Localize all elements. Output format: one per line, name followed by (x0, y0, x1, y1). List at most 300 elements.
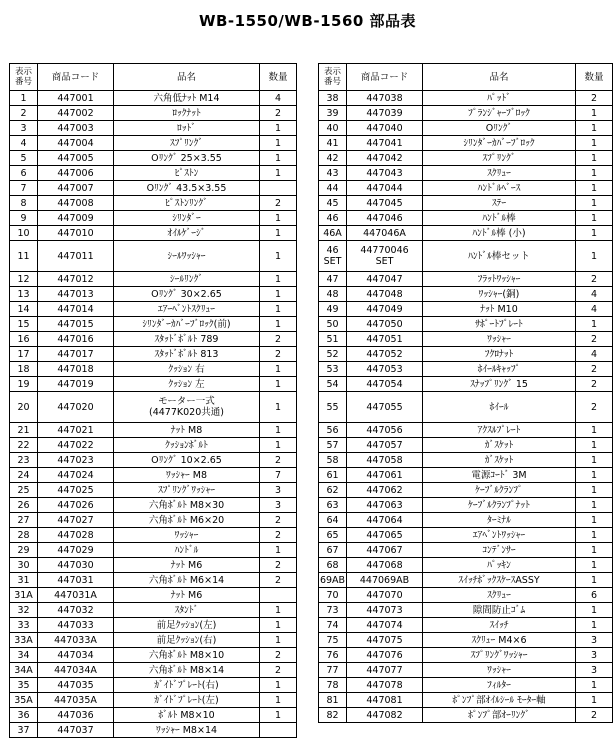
display-number-cell: 48 (319, 287, 347, 302)
display-number-cell: 58 (319, 453, 347, 468)
table-row (10, 151, 297, 166)
table-row (319, 136, 613, 151)
item-name-cell: ｽﾀﾝﾄﾞ (114, 603, 260, 618)
display-number-cell: 17 (10, 347, 38, 362)
display-number-cell: 31A (10, 588, 38, 603)
display-number-cell: 35 (10, 678, 38, 693)
quantity-cell: 2 (260, 528, 297, 543)
table-row (10, 468, 297, 483)
display-number-cell: 73 (319, 603, 347, 618)
quantity-cell: 1 (576, 241, 613, 272)
product-code-cell: 447006 (38, 166, 114, 181)
table-row (10, 302, 297, 317)
item-name-cell: ﾅｯﾄ M6 (114, 558, 260, 573)
item-name-cell: Oﾘﾝｸﾞ 10×2.65 (114, 453, 260, 468)
product-code-cell: 447082 (347, 708, 423, 723)
item-name-cell: ﾊﾟｯｷﾝ (423, 558, 576, 573)
product-code-cell: 447015 (38, 317, 114, 332)
display-number-cell: 20 (10, 392, 38, 423)
quantity-cell: 2 (576, 377, 613, 392)
item-name-cell: ﾛｯﾄﾞ (114, 121, 260, 136)
product-code-cell: 447063 (347, 498, 423, 513)
quantity-cell: 1 (576, 513, 613, 528)
table-row (10, 347, 297, 362)
product-code-cell: 447040 (347, 121, 423, 136)
product-code-cell: 447009 (38, 211, 114, 226)
table-row (319, 272, 613, 287)
display-number-cell: 7 (10, 181, 38, 196)
item-name-cell: ｽﾌﾟﾘﾝｸﾞﾜｯｼｬｰ (423, 648, 576, 663)
quantity-cell: 2 (576, 362, 613, 377)
item-name-cell: ｼｰﾙﾘﾝｸﾞ (114, 272, 260, 287)
item-name-cell: ﾎｲｰﾙｷｬｯﾌﾟ (423, 362, 576, 377)
table-row (319, 468, 613, 483)
quantity-cell: 1 (576, 618, 613, 633)
item-name-cell: ﾋﾟｽﾄﾝ (114, 166, 260, 181)
product-code-cell: 447013 (38, 287, 114, 302)
product-code-cell: 447081 (347, 693, 423, 708)
quantity-cell: 1 (576, 317, 613, 332)
quantity-cell: 1 (576, 543, 613, 558)
table-row (319, 708, 613, 723)
product-code-cell: 447008 (38, 196, 114, 211)
table-row (319, 543, 613, 558)
display-number-cell: 74 (319, 618, 347, 633)
header-quantity: 数量 (260, 64, 297, 91)
product-code-cell: 44770046 SET (347, 241, 423, 272)
product-code-cell: 447014 (38, 302, 114, 317)
table-row (319, 678, 613, 693)
item-name-cell: ｽｸﾘｭｰ (423, 166, 576, 181)
table-row (319, 648, 613, 663)
quantity-cell (260, 588, 297, 603)
quantity-cell: 1 (260, 302, 297, 317)
product-code-cell: 447034 (38, 648, 114, 663)
item-name-cell: ｽﾀｯﾄﾞﾎﾞﾙﾄ 813 (114, 347, 260, 362)
quantity-cell: 1 (260, 618, 297, 633)
item-name-cell: ﾛｯｸﾅｯﾄ (114, 106, 260, 121)
display-number-cell: 31 (10, 573, 38, 588)
item-name-cell: ﾅｯﾄ M10 (423, 302, 576, 317)
header-display-number: 表示 番号 (319, 64, 347, 91)
table-row (10, 317, 297, 332)
product-code-cell: 447073 (347, 603, 423, 618)
display-number-cell: 52 (319, 347, 347, 362)
display-number-cell: 63 (319, 498, 347, 513)
item-name-cell: ﾌﾟﾗﾝｼﾞｬｰﾌﾞﾛｯｸ (423, 106, 576, 121)
product-code-cell: 447053 (347, 362, 423, 377)
product-code-cell: 447069AB (347, 573, 423, 588)
display-number-cell: 10 (10, 226, 38, 241)
display-number-cell: 65 (319, 528, 347, 543)
product-code-cell: 447031A (38, 588, 114, 603)
display-number-cell: 76 (319, 648, 347, 663)
quantity-cell: 2 (260, 558, 297, 573)
product-code-cell: 447035 (38, 678, 114, 693)
parts-table-left (9, 63, 297, 738)
item-name-cell: ｽｸﾘｭｰ M4×6 (423, 633, 576, 648)
product-code-cell: 447012 (38, 272, 114, 287)
item-name-cell: 電源ｺｰﾄﾞ 3M (423, 468, 576, 483)
table-row (10, 708, 297, 723)
product-code-cell: 447027 (38, 513, 114, 528)
quantity-cell: 1 (260, 708, 297, 723)
product-code-cell: 447032 (38, 603, 114, 618)
display-number-cell: 24 (10, 468, 38, 483)
product-code-cell: 447026 (38, 498, 114, 513)
table-row (319, 618, 613, 633)
quantity-cell: 1 (576, 678, 613, 693)
quantity-cell: 1 (576, 166, 613, 181)
table-row (319, 91, 613, 106)
header-item-name: 品名 (114, 64, 260, 91)
display-number-cell: 46 SET (319, 241, 347, 272)
item-name-cell: ｵｲﾙｹﾞｰｼﾞ (114, 226, 260, 241)
table-row (319, 106, 613, 121)
display-number-cell: 47 (319, 272, 347, 287)
quantity-cell: 1 (576, 136, 613, 151)
product-code-cell: 447011 (38, 241, 114, 272)
display-number-cell: 54 (319, 377, 347, 392)
table-row (319, 302, 613, 317)
table-row (319, 392, 613, 423)
product-code-cell: 447028 (38, 528, 114, 543)
display-number-cell: 23 (10, 453, 38, 468)
table-row (319, 151, 613, 166)
item-name-cell: ｽﾌﾟﾘﾝｸﾞ (423, 151, 576, 166)
table-row (10, 648, 297, 663)
quantity-cell: 2 (576, 272, 613, 287)
table-header-row (319, 64, 613, 91)
table-row (319, 332, 613, 347)
quantity-cell: 1 (576, 181, 613, 196)
table-row (10, 633, 297, 648)
item-name-cell: ｼﾘﾝﾀﾞｰ (114, 211, 260, 226)
table-row (319, 513, 613, 528)
item-name-cell: ｱｸｽﾙﾌﾟﾚｰﾄ (423, 423, 576, 438)
item-name-cell: ﾜｯｼｬｰ (114, 528, 260, 543)
display-number-cell: 55 (319, 392, 347, 423)
product-code-cell: 447055 (347, 392, 423, 423)
quantity-cell: 3 (576, 663, 613, 678)
quantity-cell: 1 (576, 151, 613, 166)
product-code-cell: 447058 (347, 453, 423, 468)
quantity-cell: 1 (576, 211, 613, 226)
item-name-cell: ｽﾌﾟﾘﾝｸﾞ (114, 136, 260, 151)
quantity-cell: 1 (576, 558, 613, 573)
table-row (10, 558, 297, 573)
display-number-cell: 44 (319, 181, 347, 196)
table-row (10, 723, 297, 738)
display-number-cell: 33 (10, 618, 38, 633)
product-code-cell: 447041 (347, 136, 423, 151)
item-name-cell: ｽﾃｰ (423, 196, 576, 211)
product-code-cell: 447023 (38, 453, 114, 468)
product-code-cell: 447078 (347, 678, 423, 693)
quantity-cell: 1 (576, 423, 613, 438)
item-name-cell: ﾎｲｰﾙ (423, 392, 576, 423)
product-code-cell: 447034A (38, 663, 114, 678)
display-number-cell: 36 (10, 708, 38, 723)
quantity-cell: 4 (576, 347, 613, 362)
item-name-cell: ﾎﾞﾙﾄ M8×10 (114, 708, 260, 723)
quantity-cell: 1 (576, 573, 613, 588)
product-code-cell: 447075 (347, 633, 423, 648)
table-row (319, 181, 613, 196)
quantity-cell: 1 (576, 468, 613, 483)
display-number-cell: 28 (10, 528, 38, 543)
header-product-code: 商品コード (38, 64, 114, 91)
table-row (319, 362, 613, 377)
product-code-cell: 447010 (38, 226, 114, 241)
table-row (10, 483, 297, 498)
table-row (10, 136, 297, 151)
quantity-cell: 3 (576, 648, 613, 663)
header-item-name: 品名 (423, 64, 576, 91)
display-number-cell: 61 (319, 468, 347, 483)
quantity-cell: 2 (260, 453, 297, 468)
quantity-cell: 1 (576, 226, 613, 241)
table-row (319, 211, 613, 226)
product-code-cell: 447046 (347, 211, 423, 226)
quantity-cell: 2 (576, 332, 613, 347)
quantity-cell: 1 (260, 226, 297, 241)
product-code-cell: 447004 (38, 136, 114, 151)
table-row (10, 423, 297, 438)
display-number-cell: 75 (319, 633, 347, 648)
table-row (10, 543, 297, 558)
product-code-cell: 447037 (38, 723, 114, 738)
product-code-cell: 447005 (38, 151, 114, 166)
item-name-cell: ｽｲｯﾁ (423, 618, 576, 633)
item-name-cell: ｶﾞｽｹｯﾄ (423, 438, 576, 453)
product-code-cell: 447003 (38, 121, 114, 136)
product-code-cell: 447025 (38, 483, 114, 498)
item-name-cell: ｸｯｼｮﾝ 左 (114, 377, 260, 392)
display-number-cell: 16 (10, 332, 38, 347)
display-number-cell: 69AB (319, 574, 346, 586)
item-name-cell: ｴｱｰﾍﾞﾝﾄｽｸﾘｭｰ (114, 302, 260, 317)
table-row (319, 226, 613, 241)
item-name-cell: ﾀｰﾐﾅﾙ (423, 513, 576, 528)
product-code-cell: 447033 (38, 618, 114, 633)
product-code-cell: 447042 (347, 151, 423, 166)
quantity-cell: 4 (260, 91, 297, 106)
display-number-cell: 49 (319, 302, 347, 317)
quantity-cell: 3 (260, 483, 297, 498)
quantity-cell: 2 (260, 196, 297, 211)
table-row (10, 287, 297, 302)
display-number-cell: 53 (319, 362, 347, 377)
product-code-cell: 447052 (347, 347, 423, 362)
display-number-cell: 56 (319, 423, 347, 438)
display-number-cell: 22 (10, 438, 38, 453)
display-number-cell: 50 (319, 317, 347, 332)
quantity-cell: 1 (260, 241, 297, 272)
product-code-cell: 447049 (347, 302, 423, 317)
display-number-cell: 40 (319, 121, 347, 136)
quantity-cell: 1 (576, 693, 613, 708)
table-row (10, 663, 297, 678)
display-number-cell: 46 (319, 211, 347, 226)
item-name-cell: ｸｯｼｮﾝﾎﾞﾙﾄ (114, 438, 260, 453)
table-row (10, 226, 297, 241)
table-row (319, 483, 613, 498)
table-row (10, 618, 297, 633)
product-code-cell: 447047 (347, 272, 423, 287)
quantity-cell: 1 (260, 362, 297, 377)
table-row (10, 438, 297, 453)
product-code-cell: 447007 (38, 181, 114, 196)
table-row (10, 166, 297, 181)
product-code-cell: 447045 (347, 196, 423, 211)
item-name-cell: ｼﾘﾝﾀﾞｰｶﾊﾞｰﾌﾞﾛｯｸ(前) (114, 317, 260, 332)
product-code-cell: 447018 (38, 362, 114, 377)
quantity-cell: 1 (260, 211, 297, 226)
display-number-cell: 32 (10, 603, 38, 618)
table-row (319, 588, 613, 603)
parts-table-right (318, 63, 613, 723)
display-number-cell: 38 (319, 91, 347, 106)
quantity-cell: 2 (576, 392, 613, 423)
display-number-cell: 68 (319, 558, 347, 573)
display-number-cell: 37 (10, 723, 38, 738)
display-number-cell: 51 (319, 332, 347, 347)
item-name-cell: 六角低ﾅｯﾄ M14 (114, 91, 260, 106)
display-number-cell: 41 (319, 136, 347, 151)
product-code-cell: 447061 (347, 468, 423, 483)
product-code-cell: 447046A (347, 226, 423, 241)
product-code-cell: 447022 (38, 438, 114, 453)
table-row (319, 498, 613, 513)
item-name-cell: ﾜｯｼｬｰ (423, 663, 576, 678)
quantity-cell: 1 (260, 287, 297, 302)
table-row (10, 513, 297, 528)
product-code-cell: 447070 (347, 588, 423, 603)
item-name-cell: ﾅｯﾄ M6 (114, 588, 260, 603)
display-number-cell: 5 (10, 151, 38, 166)
product-code-cell: 447074 (347, 618, 423, 633)
quantity-cell: 1 (576, 483, 613, 498)
item-name-cell: 隙間防止ｺﾞﾑ (423, 603, 576, 618)
quantity-cell: 1 (260, 543, 297, 558)
quantity-cell: 3 (260, 498, 297, 513)
display-number-cell: 15 (10, 317, 38, 332)
item-name-cell: ﾊﾟｯﾄﾞ (423, 91, 576, 106)
product-code-cell: 447016 (38, 332, 114, 347)
table-row (319, 347, 613, 362)
display-number-cell: 34 (10, 648, 38, 663)
item-name-cell: ｼﾘﾝﾀﾞｰｶﾊﾞｰﾌﾞﾛｯｸ (423, 136, 576, 151)
product-code-cell: 447029 (38, 543, 114, 558)
display-number-cell: 64 (319, 513, 347, 528)
product-code-cell: 447036 (38, 708, 114, 723)
item-name-cell: ｽﾀｯﾄﾞﾎﾞﾙﾄ 789 (114, 332, 260, 347)
table-row (319, 287, 613, 302)
item-name-cell: 六角ﾎﾞﾙﾄ M8×30 (114, 498, 260, 513)
quantity-cell (260, 181, 297, 196)
product-code-cell: 447033A (38, 633, 114, 648)
display-number-cell: 70 (319, 588, 347, 603)
quantity-cell: 2 (576, 91, 613, 106)
product-code-cell: 447062 (347, 483, 423, 498)
table-row (319, 603, 613, 618)
display-number-cell: 43 (319, 166, 347, 181)
display-number-cell: 81 (319, 693, 347, 708)
item-name-cell: ｴｱﾍﾞﾝﾄﾜｯｼｬｰ (423, 528, 576, 543)
quantity-cell: 2 (260, 106, 297, 121)
display-number-cell: 77 (319, 663, 347, 678)
table-row (319, 196, 613, 211)
quantity-cell: 3 (576, 633, 613, 648)
product-code-cell: 447077 (347, 663, 423, 678)
item-name-cell: Oﾘﾝｸﾞ (423, 121, 576, 136)
quantity-cell: 1 (260, 603, 297, 618)
display-number-cell: 19 (10, 377, 38, 392)
table-row (10, 106, 297, 121)
display-number-cell: 42 (319, 151, 347, 166)
table-row (10, 678, 297, 693)
item-name-cell: 前足ｸｯｼｮﾝ(左) (114, 618, 260, 633)
quantity-cell: 1 (260, 151, 297, 166)
item-name-cell: ﾊﾝﾄﾞﾙ棒セット (423, 241, 576, 272)
display-number-cell: 78 (319, 678, 347, 693)
item-name-cell: ﾋﾟｽﾄﾝﾘﾝｸﾞ (114, 196, 260, 211)
quantity-cell: 1 (260, 121, 297, 136)
table-row (10, 693, 297, 708)
item-name-cell: ﾊﾝﾄﾞﾙ棒 (小) (423, 226, 576, 241)
product-code-cell: 447024 (38, 468, 114, 483)
display-number-cell: 33A (10, 633, 38, 648)
item-name-cell: ﾜｯｼｬｰ M8 (114, 468, 260, 483)
quantity-cell: 1 (576, 528, 613, 543)
table-row (319, 573, 613, 588)
item-name-cell: Oﾘﾝｸﾞ 30×2.65 (114, 287, 260, 302)
product-code-cell: 447021 (38, 423, 114, 438)
product-code-cell: 447035A (38, 693, 114, 708)
header-quantity: 数量 (576, 64, 613, 91)
display-number-cell: 8 (10, 196, 38, 211)
product-code-cell: 447048 (347, 287, 423, 302)
table-row (10, 181, 297, 196)
table-row (319, 241, 613, 272)
product-code-cell: 447043 (347, 166, 423, 181)
product-code-cell: 447065 (347, 528, 423, 543)
quantity-cell: 4 (576, 287, 613, 302)
display-number-cell: 13 (10, 287, 38, 302)
table-row (319, 377, 613, 392)
display-number-cell: 9 (10, 211, 38, 226)
header-product-code: 商品コード (347, 64, 423, 91)
product-code-cell: 447002 (38, 106, 114, 121)
table-row (10, 241, 297, 272)
table-row (319, 633, 613, 648)
header-display-number: 表示 番号 (10, 64, 38, 91)
product-code-cell: 447076 (347, 648, 423, 663)
quantity-cell: 1 (260, 377, 297, 392)
quantity-cell: 1 (260, 438, 297, 453)
quantity-cell: 1 (260, 693, 297, 708)
table-header-row (10, 64, 297, 91)
table-row (10, 588, 297, 603)
table-row (319, 317, 613, 332)
product-code-cell: 447051 (347, 332, 423, 347)
quantity-cell: 1 (576, 196, 613, 211)
table-row (10, 211, 297, 226)
item-name-cell: ﾎﾟﾝﾌﾟ部ｵｲﾙｼｰﾙ ﾓｰﾀｰ軸 (423, 693, 576, 708)
item-name-cell: ｼｰﾙﾜｯｼｬｰ (114, 241, 260, 272)
item-name-cell: ｶﾞｲﾄﾞﾌﾟﾚｰﾄ(右) (114, 678, 260, 693)
